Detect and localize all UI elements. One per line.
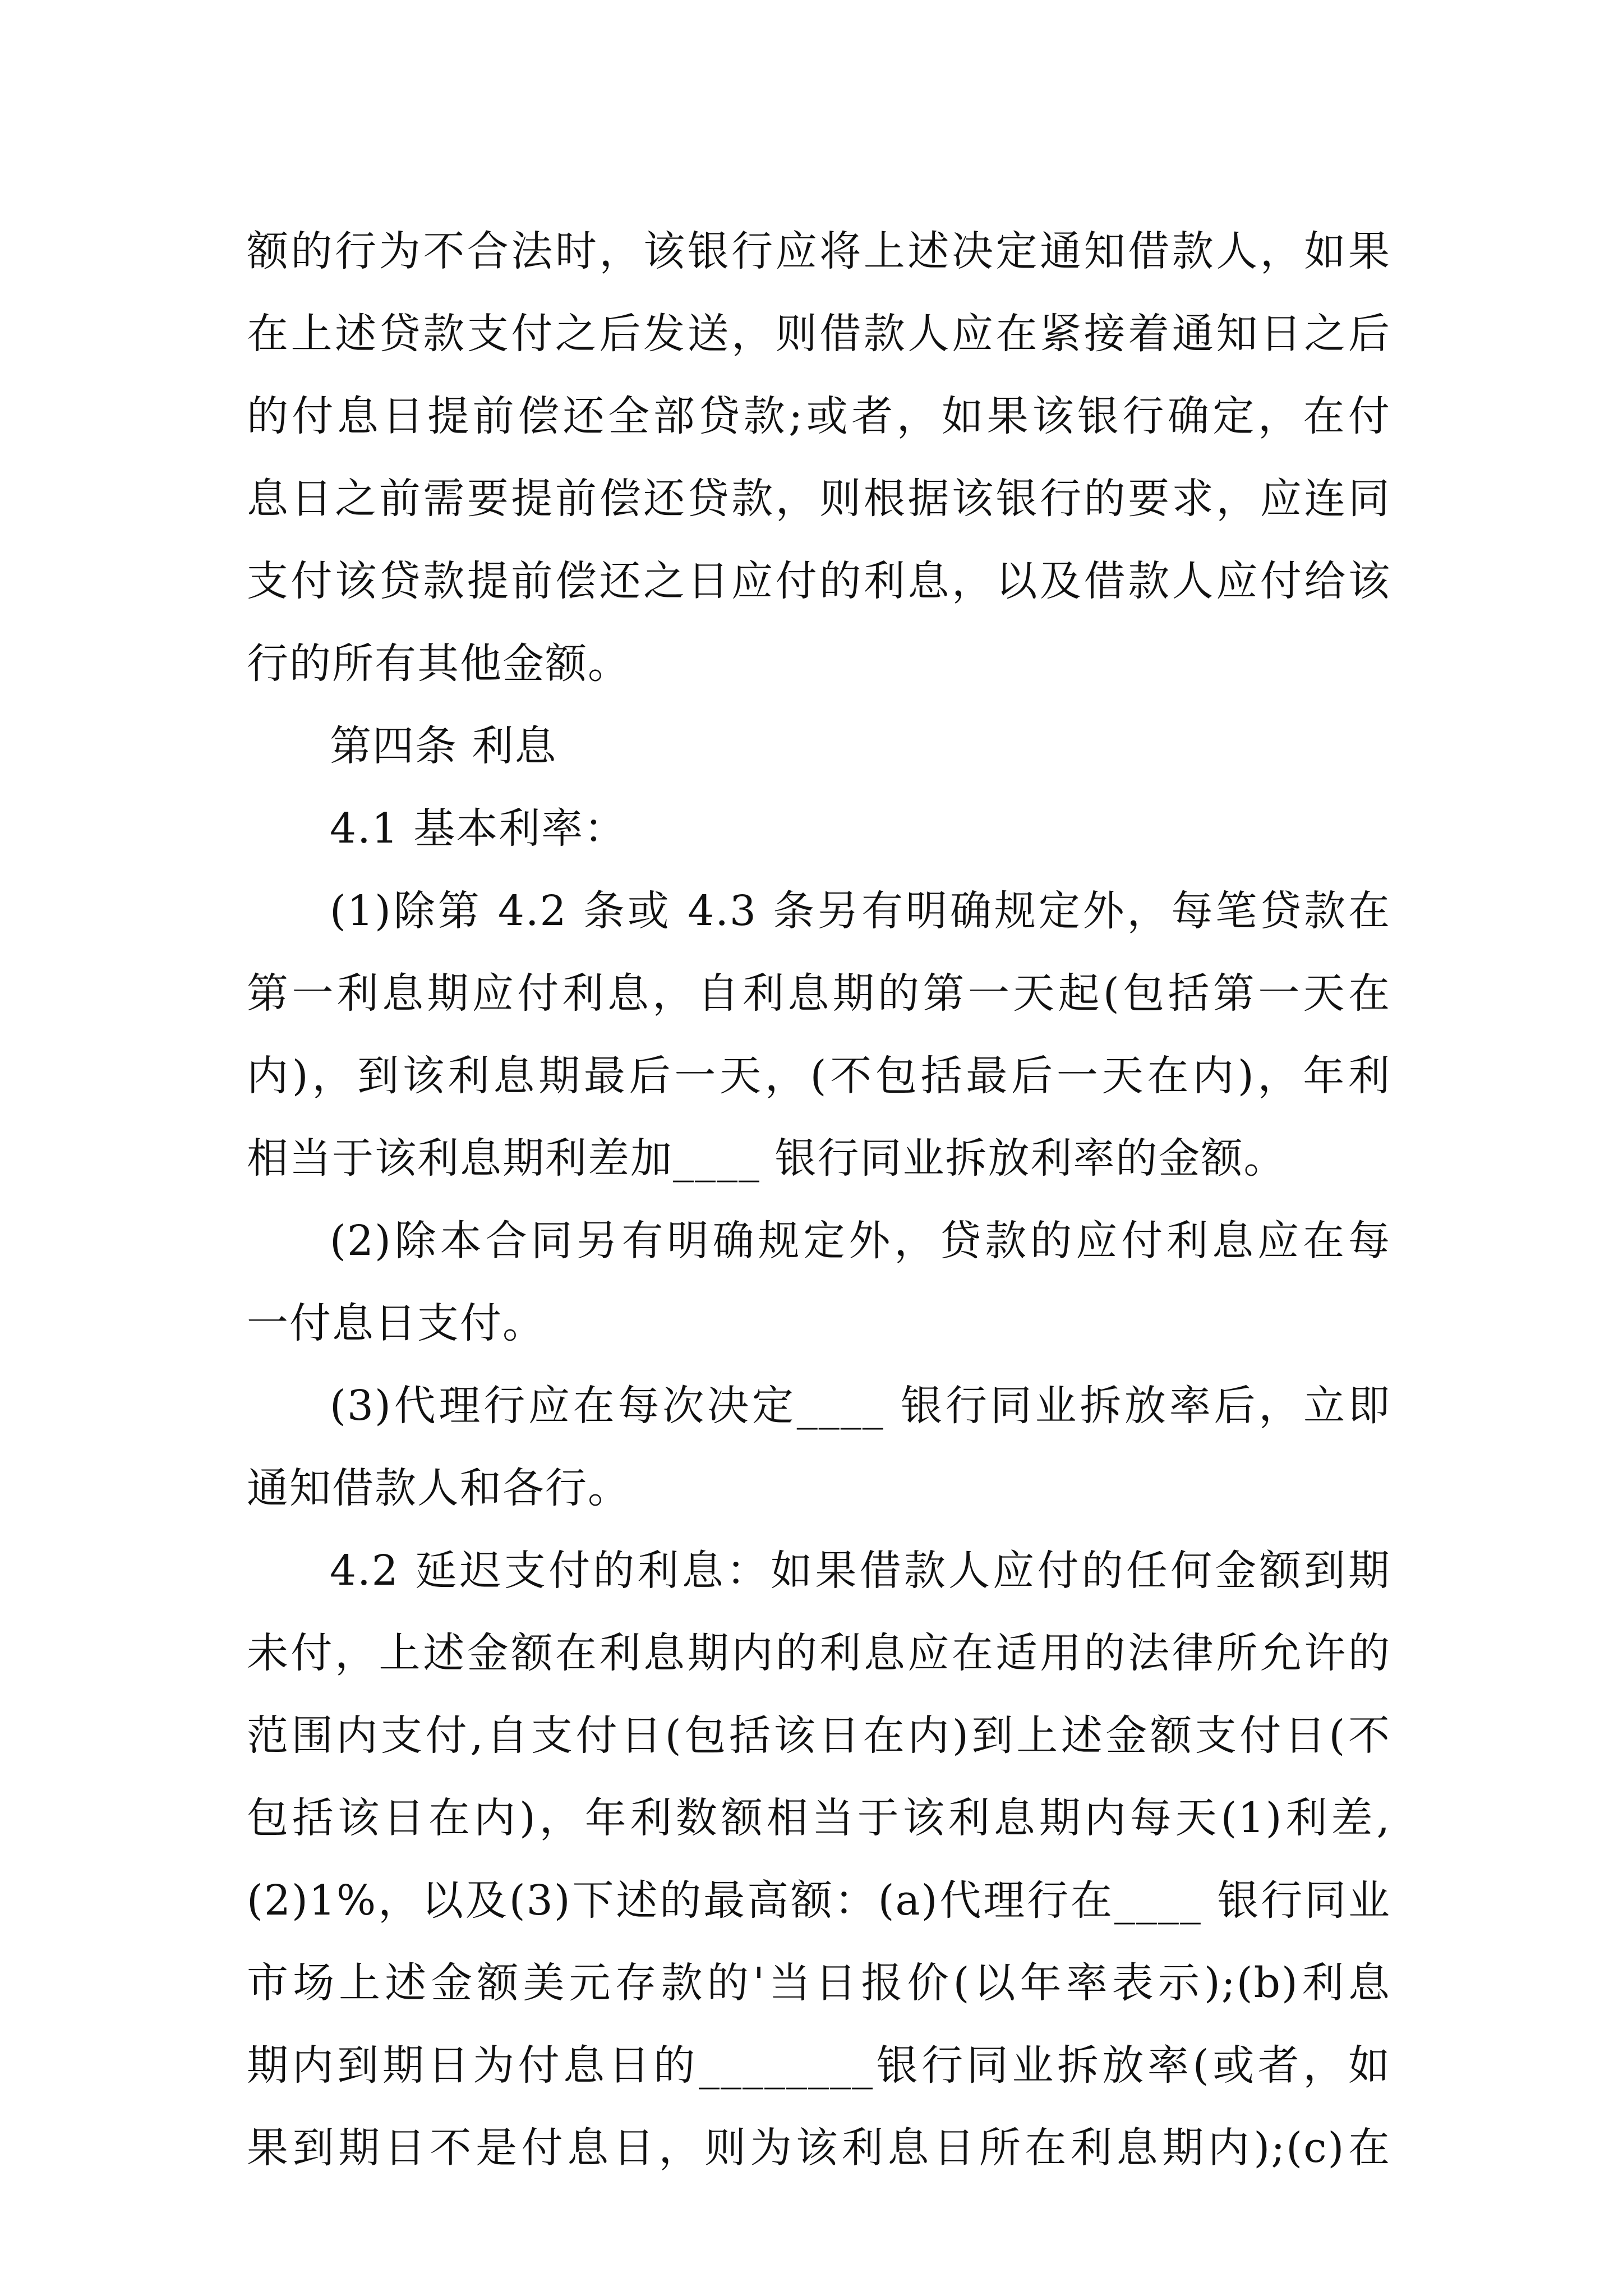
text-line: 行的所有其他金额。	[247, 639, 630, 688]
text-line: 未付，上述金额在利息期内的利息应在适用的法律所允许的	[247, 1629, 1391, 1677]
text-line: 4.1 基本利率：	[330, 804, 627, 853]
text-line: 第一利息期应付利息，自利息期的第一天起(包括第一天在	[247, 969, 1391, 1018]
text-line: 市场上述金额美元存款的'当日报价(以年率表示);(b)利息	[247, 1959, 1391, 2007]
text-line: (2)1%，以及(3)下述的最高额：(a)代理行在____ 银行同业	[247, 1876, 1391, 1925]
text-line: 息日之前需要提前偿还贷款，则根据该银行的要求，应连同	[247, 475, 1391, 523]
text-line: 第四条 利息	[330, 722, 557, 770]
text-line: 包括该日在内)，年利数额相当于该利息期内每天(1)利差,	[247, 1794, 1391, 1842]
text-line: (1)除第 4.2 条或 4.3 条另有明确规定外，每笔贷款在	[330, 887, 1391, 935]
text-line: 的付息日提前偿还全部贷款;或者，如果该银行确定，在付	[247, 392, 1391, 440]
text-line: 相当于该利息期利差加____ 银行同业拆放利率的金额。	[247, 1134, 1287, 1182]
text-line: 4.2 延迟支付的利息：如果借款人应付的任何金额到期	[330, 1547, 1391, 1595]
text-line: 支付该贷款提前偿还之日应付的利息，以及借款人应付给该	[247, 557, 1391, 605]
text-line: (2)除本合同另有明确规定外，贷款的应付利息应在每	[330, 1217, 1391, 1265]
text-line: 在上述贷款支付之后发送，则借款人应在紧接着通知日之后	[247, 310, 1391, 358]
text-line: 通知借款人和各行。	[247, 1464, 630, 1512]
text-line: (3)代理行应在每次决定____ 银行同业拆放率后，立即	[330, 1382, 1391, 1430]
text-line: 范围内支付,自支付日(包括该日在内)到上述金额支付日(不	[247, 1711, 1391, 1760]
text-line: 期内到期日为付息日的________银行同业拆放率(或者，如	[247, 2041, 1391, 2090]
text-line: 内)，到该利息期最后一天，(不包括最后一天在内)，年利	[247, 1052, 1391, 1100]
text-line: 果到期日不是付息日，则为该利息日所在利息期内);(c)在	[247, 2124, 1391, 2172]
text-line: 一付息日支付。	[247, 1299, 545, 1347]
document-page	[247, 210, 1391, 2189]
text-line: 额的行为不合法时，该银行应将上述决定通知借款人，如果	[247, 227, 1391, 275]
